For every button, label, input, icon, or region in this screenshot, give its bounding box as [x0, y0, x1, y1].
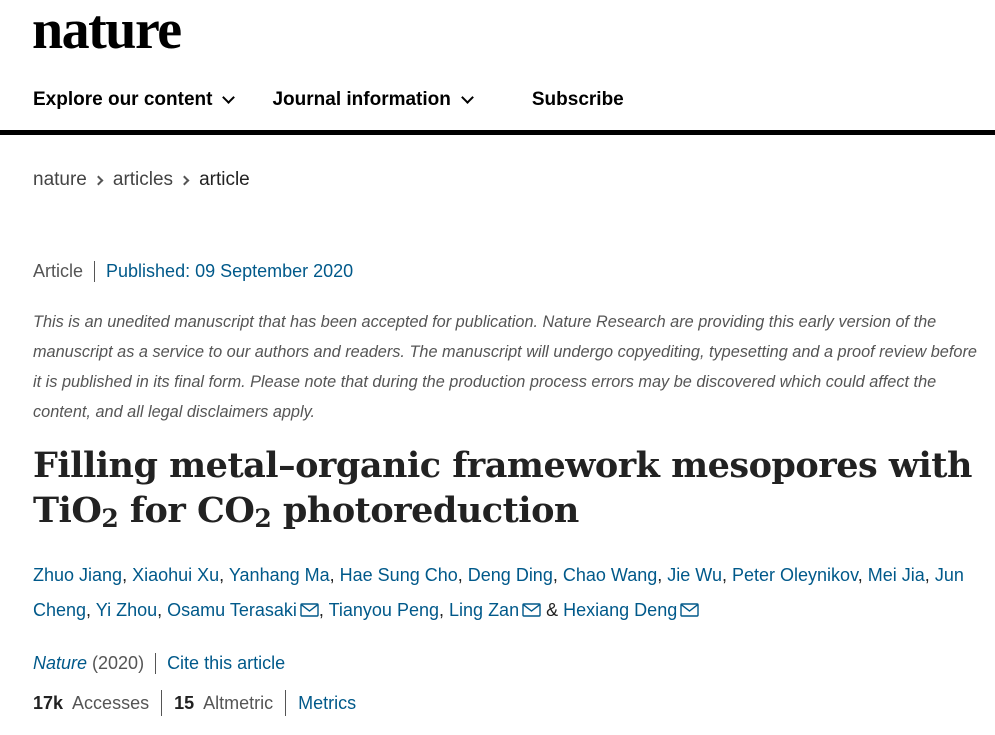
article-title [33, 443, 978, 541]
author-link[interactable]: Peter Oleynikov [732, 565, 858, 585]
author-link[interactable]: Jie Wu [667, 565, 722, 585]
chevron-right-icon [180, 175, 190, 185]
author-link[interactable]: Yanhang Ma [228, 565, 330, 585]
nav-journal-label: Journal information [272, 89, 451, 110]
citation-line [33, 650, 285, 676]
chevron-right-icon [93, 175, 103, 185]
author-link[interactable]: Xiaohui Xu [132, 565, 220, 585]
author-separator: , [657, 565, 663, 585]
chevron-down-icon [223, 91, 236, 104]
altmetric-count: 15 [174, 692, 195, 713]
header-divider [0, 130, 995, 135]
nav-explore-content[interactable] [33, 89, 233, 111]
mail-icon[interactable] [680, 603, 699, 617]
author-link[interactable]: Yi Zhou [95, 600, 158, 620]
author-separator: , [86, 600, 92, 620]
nav-explore-label: Explore our content [33, 89, 213, 110]
author-separator: , [318, 600, 324, 620]
accesses-count: 17k [33, 692, 64, 713]
author-separator: , [439, 600, 445, 620]
mail-icon[interactable] [300, 603, 319, 617]
author-link[interactable]: Jun Cheng [33, 565, 964, 620]
author-link[interactable]: Deng Ding [467, 565, 553, 585]
author-separator: , [329, 565, 335, 585]
breadcrumb-current: article [199, 169, 250, 190]
published-date: Published: 09 September 2020 [106, 260, 354, 281]
metrics-link-wrap [286, 690, 368, 716]
breadcrumb-nature[interactable]: nature [33, 169, 87, 190]
article-metrics [33, 688, 368, 718]
altmetric-metric [162, 690, 286, 716]
author-link[interactable]: Ling Zan [449, 600, 520, 620]
author-separator: , [122, 565, 128, 585]
main-nav [33, 86, 624, 114]
metrics-link[interactable]: Metrics [298, 692, 357, 713]
author-separator: , [219, 565, 225, 585]
title-part: Filling metal–organic framework mesopores with TiO [33, 445, 972, 531]
accesses-label: Accesses [72, 692, 150, 713]
nature-logo[interactable]: nature [32, 0, 181, 61]
author-link[interactable]: Zhuo Jiang [33, 565, 123, 585]
title-part: for CO [118, 490, 255, 531]
article-type: Article [33, 261, 95, 282]
manuscript-notice: This is an unedited manuscript that has been accepted for publication. Nature Research are providing this early version of the manuscript as a service to our authors and readers. The manuscript will undergo copyediting, typesetting and a proof review before it is published in its final form. Please note that during the production process errors may be discovered which could affect the content, and all legal disclaimers apply. [33, 313, 977, 421]
author-link[interactable]: Mei Jia [867, 565, 925, 585]
nav-journal-information[interactable] [272, 89, 471, 111]
author-list [33, 558, 978, 628]
title-part: photoreduction [271, 490, 579, 531]
publication-year: (2020) [92, 653, 156, 674]
title-subscript: 2 [254, 504, 272, 533]
author-separator: , [552, 565, 558, 585]
author-link[interactable]: Hae Sung Cho [339, 565, 458, 585]
journal-name[interactable]: Nature [33, 652, 88, 673]
author-link[interactable]: Chao Wang [562, 565, 658, 585]
author-separator: , [924, 565, 930, 585]
author-separator: , [857, 565, 863, 585]
cite-this-article-link[interactable]: Cite this article [167, 652, 286, 673]
mail-icon[interactable] [522, 603, 541, 617]
title-subscript: 2 [101, 504, 119, 533]
breadcrumb [33, 169, 250, 191]
chevron-down-icon [461, 91, 474, 104]
altmetric-label: Altmetric [203, 692, 274, 713]
accesses-metric [33, 690, 162, 716]
article-meta [33, 258, 353, 284]
author-link[interactable]: Tianyou Peng [328, 600, 439, 620]
author-ampersand: & [546, 600, 559, 620]
nav-subscribe[interactable]: Subscribe [531, 89, 624, 110]
breadcrumb-articles[interactable]: articles [112, 169, 174, 190]
author-link[interactable]: Hexiang Deng [563, 600, 678, 620]
author-separator: , [457, 565, 463, 585]
author-separator: , [157, 600, 163, 620]
author-separator: , [721, 565, 727, 585]
author-link[interactable]: Osamu Terasaki [167, 600, 297, 620]
